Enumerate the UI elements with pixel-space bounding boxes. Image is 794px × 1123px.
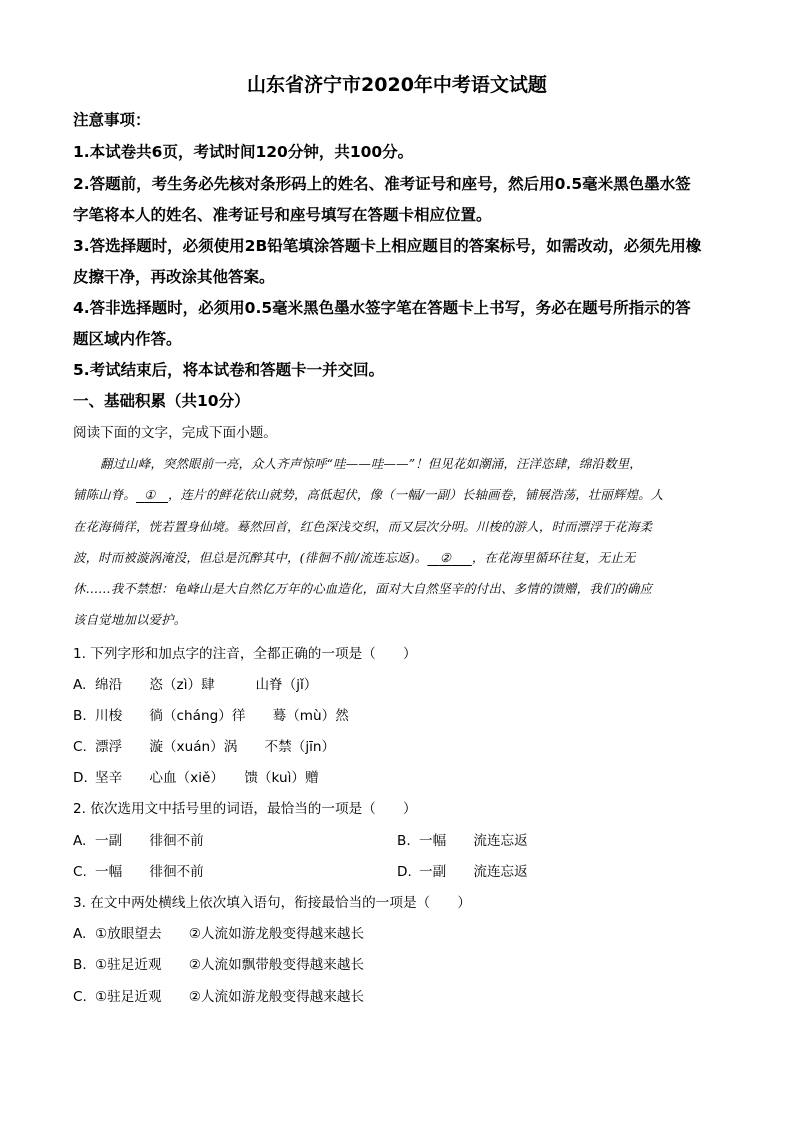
notice-line: 3.答选择题时，必须使用2B铅笔填涂答题卡上相应题目的答案标号，如需改动，必须先用橡 — [73, 237, 702, 255]
question-2-option-a[interactable]: A. 一副 徘徊不前 — [73, 833, 204, 849]
page-title: 山东省济宁市2020年中考语文试题 — [247, 74, 547, 96]
question-3-option-b[interactable]: B. ①驻足近观 ②人流如飘带般变得越来越长 — [73, 957, 365, 973]
question-1-option-b[interactable]: B. 川梭 徜（cháng）徉 蓦（mù）然 — [73, 708, 349, 724]
blank-1: ① — [144, 487, 156, 502]
passage-line: 休……我不禁想：龟峰山是大自然亿万年的心血造化，面对大自然坚辛的付出、多情的馈赠，我们的确应 — [73, 581, 653, 596]
notice-line: 字笔将本人的姓名、准考证号和座号填写在答题卡相应位置。 — [73, 206, 492, 224]
question-1-option-d[interactable]: D. 坚辛 心血（xiě） 馈（kuì）赠 — [73, 770, 319, 786]
notice-heading: 注意事项： — [73, 111, 151, 129]
section-heading: 一、基础积累（共10分） — [73, 392, 250, 410]
question-1-option-a[interactable]: A. 绵沿 恣（zì）肆 山脊（jǐ） — [73, 677, 318, 693]
passage-text: 铺陈山脊。 — [73, 487, 136, 502]
question-2-option-d[interactable]: D. 一副 流连忘返 — [397, 864, 528, 880]
question-2-option-c[interactable]: C. 一幅 徘徊不前 — [73, 864, 204, 880]
passage-text: 波，时而被漩涡淹没，但总是沉醉其中，(徘徊不前/流连忘返)。 — [73, 550, 428, 565]
blank-2: ② — [439, 550, 452, 565]
passage-line: 该自觉地加以爱护。 — [73, 612, 187, 627]
passage-text: ，连片的鲜花依山就势，高低起伏，像（一幅/一副）长轴画卷，铺展浩荡，壮丽辉煌。人 — [167, 487, 664, 502]
notice-line: 5.考试结束后，将本试卷和答题卡一并交回。 — [73, 361, 385, 379]
question-2-stem: 2. 依次选用文中括号里的词语，最恰当的一项是（ ） — [73, 801, 417, 817]
question-1-option-c[interactable]: C. 漂浮 漩（xuán）涡 不禁（jīn） — [73, 739, 336, 755]
question-3-option-a[interactable]: A. ①放眼望去 ②人流如游龙般变得越来越长 — [73, 926, 365, 942]
passage-line: 在花海徜徉，恍若置身仙境。蓦然回首，红色深浅交织，而又层次分明。川梭的游人，时而漂浮于花海柔 — [73, 519, 653, 534]
passage-line — [73, 548, 636, 566]
question-1-stem: 1. 下列字形和加点字的注音，全都正确的一项是（ ） — [73, 646, 417, 662]
notice-line: 题区域内作答。 — [73, 330, 182, 348]
notice-line: 1.本试卷共6页，考试时间120分钟，共100分。 — [73, 143, 414, 161]
passage-line: 翻过山峰，突然眼前一亮，众人齐声惊呼“哇——哇——”！但见花如潮涌，汪洋恣肆，绵沿数里， — [100, 456, 642, 471]
question-3-option-c[interactable]: C. ①驻足近观 ②人流如游龙般变得越来越长 — [73, 989, 365, 1005]
question-3-stem: 3. 在文中两处横线上依次填入语句，衔接最恰当的一项是（ ） — [73, 895, 471, 911]
passage-text: ，在花海里循环往复，无止无 — [471, 550, 636, 565]
question-2-option-b[interactable]: B. 一幅 流连忘返 — [397, 833, 528, 849]
notice-line: 2.答题前，考生务必先核对条形码上的姓名、准考证号和座号，然后用0.5毫米黑色墨水签 — [73, 175, 691, 193]
reading-instruction: 阅读下面的文字，完成下面小题。 — [73, 425, 277, 441]
passage-line — [73, 485, 663, 503]
notice-line: 皮擦干净，再改涂其他答案。 — [73, 268, 275, 286]
notice-line: 4.答非选择题时，必须用0.5毫米黑色墨水签字笔在答题卡上书写，务必在题号所指示的答 — [73, 299, 691, 317]
